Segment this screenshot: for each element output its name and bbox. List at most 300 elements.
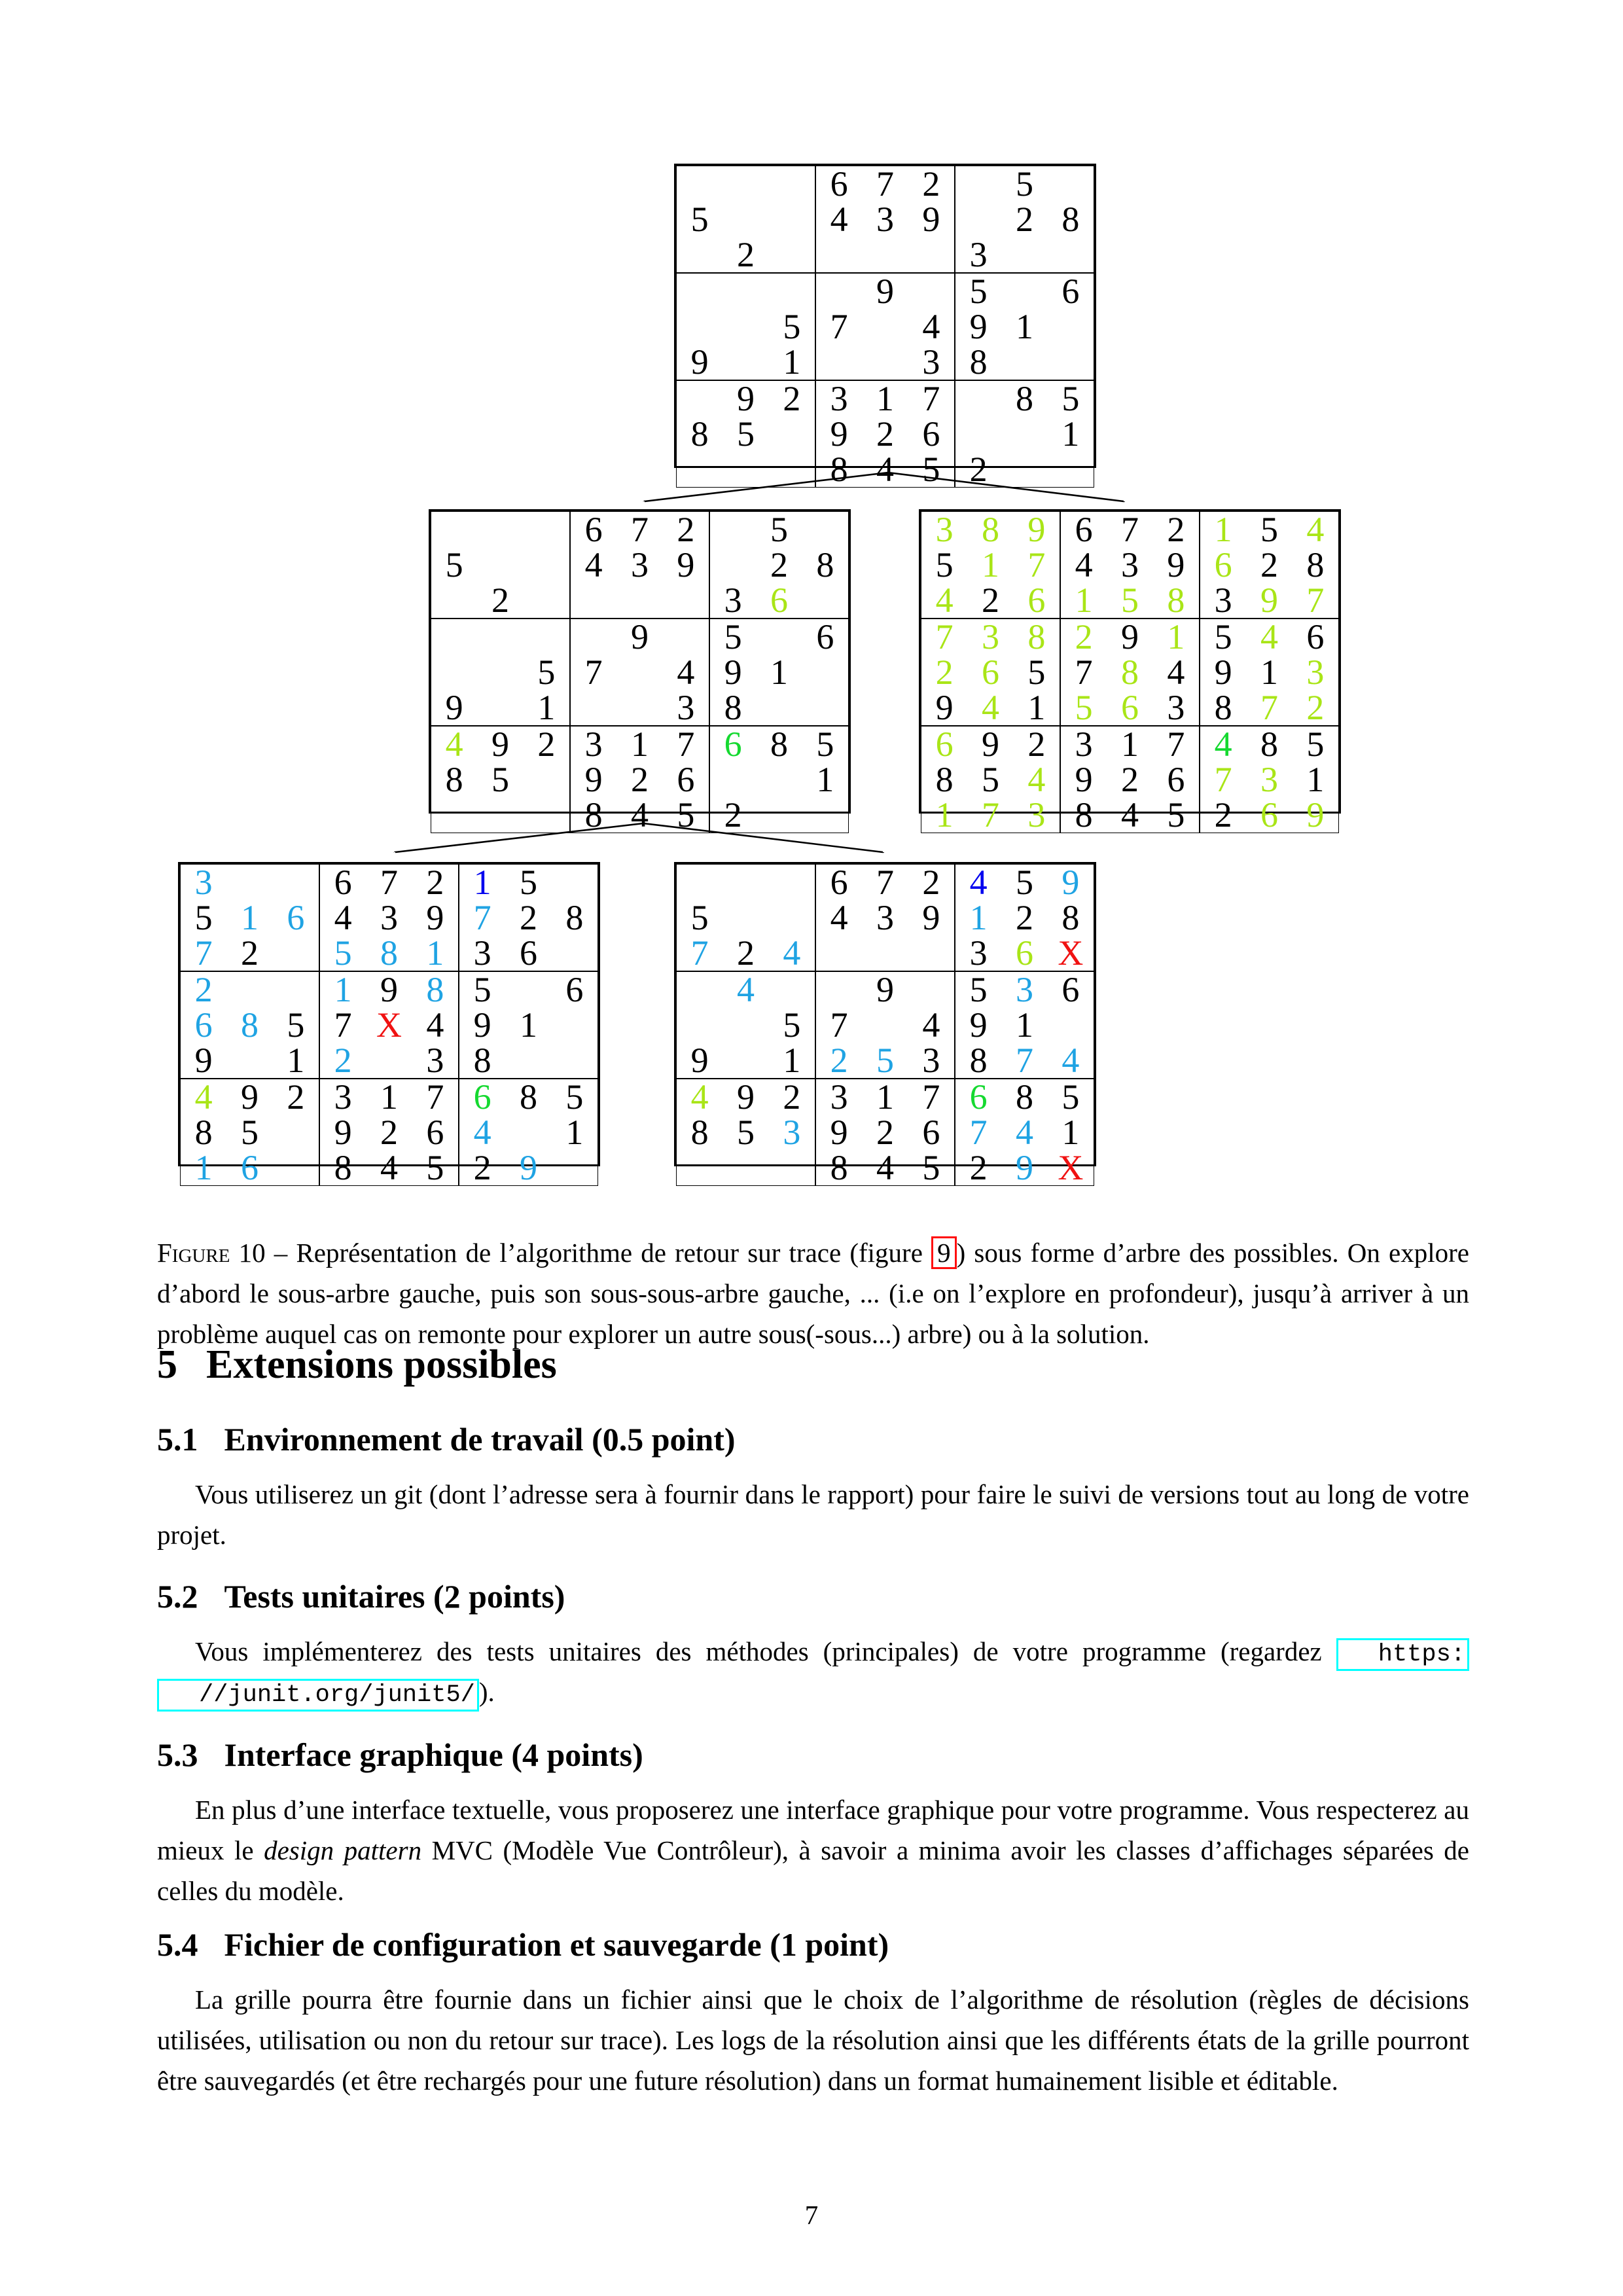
sudoku-cell: 6 [240,1148,259,1187]
sudoku-cell-empty [756,690,802,725]
sudoku-cell: 4 [1015,1113,1033,1152]
sudoku-cell: 9 [690,342,709,382]
sudoku-cell: 8 [1015,379,1033,418]
sudoku-cell: 8 [935,760,954,799]
sudoku-cell: 9 [426,898,444,937]
sudoku-cell-empty [477,512,523,547]
sudoku-cell: 1 [537,688,556,727]
sudoku-cell-empty [571,619,616,655]
sudoku-cell: 9 [981,725,999,764]
sudoku-cell: 4 [690,1077,709,1117]
sudoku-cell: 7 [1167,725,1185,764]
sudoku-box [570,511,709,619]
sudoku-cell: 3 [830,1077,848,1117]
sudoku-cell: 5 [537,653,556,692]
sudoku-cell: 8 [724,688,742,727]
section-5-3-title: Interface graphique (4 points) [224,1736,643,1773]
sudoku-cell-empty [955,202,1001,237]
sudoku-cell: 7 [922,379,940,418]
figure-9-reference-link[interactable]: 9 [931,1236,957,1269]
sudoku-cell: 3 [922,342,940,382]
junit-url-link-part1[interactable]: https: [1336,1638,1469,1671]
design-pattern-italic: design pattern [264,1835,422,1865]
sudoku-cell: 1 [876,379,894,418]
sudoku-cell-empty [802,655,848,690]
sudoku-cell: 3 [473,933,491,973]
section-5-4-heading [157,1926,1469,1964]
sudoku-cell-empty [710,512,756,547]
sudoku-cell: 7 [584,653,603,692]
sudoku-cell-empty [677,1007,722,1043]
sudoku-cell: 6 [1075,510,1093,549]
sudoku-box [676,380,815,488]
sudoku-cell-empty [955,166,1001,202]
section-5-3-text-before: En plus d’une interface textuelle, vous proposerez une interface graphique pour votre programme. Vous respecterez au mieux le [157,1795,1469,1865]
sudoku-cell: 5 [1260,510,1278,549]
sudoku-cell: 2 [935,653,954,692]
sudoku-cell-empty [955,416,1001,452]
sudoku-cell-empty [677,865,722,900]
sudoku-cell: 9 [876,272,894,311]
sudoku-cell-empty [862,309,908,344]
sudoku-cell-empty [677,274,722,309]
sudoku-cell: 5 [445,545,463,584]
sudoku-cell-empty [477,655,523,690]
sudoku-cell-empty [477,797,523,833]
sudoku-cell: 2 [194,970,213,1009]
sudoku-cell: 3 [783,1113,801,1152]
sudoku-cell-empty [273,1115,319,1150]
sudoku-cell: 9 [677,545,695,584]
sudoku-cell: 5 [935,545,954,584]
sudoku-cell: 8 [240,1005,259,1045]
sudoku-cell-empty [552,1150,597,1185]
sudoku-box [676,166,815,273]
sudoku-box [459,1079,598,1186]
sudoku-cell: 5 [1167,795,1185,834]
section-5-1-title: Environnement de travail (0.5 point) [224,1421,736,1458]
sudoku-cell: 9 [1167,545,1185,584]
sudoku-cell: 8 [830,450,848,489]
sudoku-cell: 7 [830,1005,848,1045]
sudoku-cell: 3 [1167,688,1185,727]
sudoku-cell: 2 [1075,617,1093,656]
sudoku-cell: 1 [1167,617,1185,656]
sudoku-cell-empty [1001,237,1047,272]
sudoku-cell: 6 [1306,617,1325,656]
sudoku-cell: 3 [876,200,894,239]
sudoku-cell: 6 [830,863,848,902]
sudoku-cell-empty [1048,237,1094,272]
sudoku-cell-empty [524,547,569,583]
sudoku-cell: 4 [445,725,463,764]
sudoku-cell: 5 [724,617,742,656]
sudoku-cell: 6 [194,1005,213,1045]
sudoku-cell: 4 [969,863,988,902]
sudoku-cell-empty [862,237,908,272]
sudoku-cell: 9 [935,688,954,727]
sudoku-cell-empty [908,972,954,1007]
sudoku-cell: 2 [1214,795,1232,834]
sudoku-box [921,726,1060,833]
sudoku-cell: 5 [1214,617,1232,656]
sudoku-cell: 1 [287,1041,305,1080]
sudoku-cell: 9 [876,970,894,1009]
sudoku-cell-empty [663,619,709,655]
sudoku-cell: 3 [935,510,954,549]
sudoku-cell: 6 [816,617,834,656]
sudoku-cell: 2 [1260,545,1278,584]
sudoku-cell-empty [816,237,862,272]
sudoku-cell: 6 [426,1113,444,1152]
sudoku-cell: 4 [830,200,848,239]
sudoku-cell: 8 [690,414,709,454]
sudoku-cell-empty [908,274,954,309]
sudoku-cell: 3 [969,933,988,973]
sudoku-box [955,971,1094,1079]
sudoku-cell: 2 [770,545,788,584]
sudoku-cell-empty [273,865,319,900]
sudoku-cell-empty [1001,416,1047,452]
sudoku-cell-empty [431,797,477,833]
sudoku-cell: 7 [1260,688,1278,727]
sudoku-cell: 6 [1015,933,1033,973]
sudoku-cell-empty [816,344,862,380]
sudoku-cell: 7 [830,307,848,346]
section-5-heading [157,1342,1469,1388]
sudoku-cell: 7 [677,725,695,764]
sudoku-cell: 5 [981,760,999,799]
sudoku-box [676,1079,815,1186]
sudoku-grid-mid-left [429,509,851,834]
sudoku-cell: 8 [445,760,463,799]
sudoku-cell: 3 [194,863,213,902]
sudoku-cell: 2 [630,760,649,799]
section-5-1-number: 5.1 [157,1421,198,1458]
sudoku-cell: 8 [770,725,788,764]
sudoku-box [815,380,955,488]
sudoku-cell-empty [677,166,722,202]
sudoku-cell: 1 [981,545,999,584]
sudoku-cell: 2 [1027,725,1046,764]
sudoku-box [815,864,955,971]
sudoku-cell: 5 [677,795,695,834]
sudoku-cell-empty [722,865,768,900]
sudoku-cell: 5 [1075,688,1093,727]
sudoku-cell-empty [477,547,523,583]
sudoku-cell: 6 [1214,545,1232,584]
sudoku-cell: 2 [830,1041,848,1080]
sudoku-box [955,273,1094,380]
sudoku-cell: 8 [816,545,834,584]
sudoku-box [955,166,1094,273]
sudoku-cell-empty [431,619,477,655]
sudoku-cell: 3 [830,379,848,418]
sudoku-cell-empty [571,690,616,725]
sudoku-cell: 6 [922,1113,940,1152]
sudoku-grid-bottom-right [674,862,1096,1187]
sudoku-box [319,864,459,971]
section-5-2-number: 5.2 [157,1578,198,1615]
sudoku-cell: 7 [426,1077,444,1117]
section-5-2-heading [157,1577,1469,1615]
sudoku-cell: 9 [724,653,742,692]
sudoku-box [709,726,849,833]
sudoku-box [180,864,319,971]
sudoku-cell: 1 [519,1005,537,1045]
sudoku-cell: 6 [473,1077,491,1117]
sudoku-cell: 4 [473,1113,491,1152]
sudoku-cell-empty [802,583,848,618]
sudoku-cell: 3 [677,688,695,727]
sudoku-cell: 1 [816,760,834,799]
sudoku-cell: 2 [876,1113,894,1152]
section-5-2-text-before: Vous implémenterez des tests unitaires des méthodes (principales) de votre programme (regardez [195,1636,1336,1666]
section-5-2-title: Tests unitaires (2 points) [224,1578,565,1615]
sudoku-cell: 5 [334,933,352,973]
sudoku-grid-bottom-left [178,862,600,1187]
sudoku-cell: 1 [1015,307,1033,346]
sudoku-cell: 4 [876,1148,894,1187]
section-5-1-heading [157,1420,1469,1458]
sudoku-cell-empty [722,1150,768,1185]
sudoku-cell: 1 [194,1148,213,1187]
sudoku-cell: 5 [969,272,988,311]
sudoku-grid-root [674,164,1096,489]
sudoku-cell: 3 [380,898,398,937]
sudoku-box [459,971,598,1079]
sudoku-cell: 6 [565,970,584,1009]
sudoku-cell: 1 [380,1077,398,1117]
sudoku-cell: 7 [981,795,999,834]
sudoku-cell: 9 [736,1077,755,1117]
sudoku-cell: 5 [240,1113,259,1152]
sudoku-cell: 5 [1015,164,1033,204]
sudoku-cell-empty [802,512,848,547]
sudoku-cell: 3 [334,1077,352,1117]
sudoku-cell: 9 [922,200,940,239]
sudoku-cell-empty [524,797,569,833]
sudoku-cell: 4 [922,1005,940,1045]
sudoku-cell: 5 [519,863,537,902]
sudoku-box [180,971,319,1079]
sudoku-cell: 2 [334,1041,352,1080]
sudoku-cell: 6 [981,653,999,692]
sudoku-cell-empty [710,547,756,583]
sudoku-cell-empty [769,166,815,202]
figure-caption-text-before: Représentation de l’algorithme de retour sur trace (figure [296,1238,932,1268]
sudoku-cell: 2 [969,1148,988,1187]
sudoku-cell: 4 [194,1077,213,1117]
sudoku-cell: 3 [724,581,742,620]
sudoku-box [1060,726,1200,833]
sudoku-cell: 7 [922,1077,940,1117]
sudoku-cell: 2 [519,898,537,937]
sudoku-cell-empty [816,972,862,1007]
sudoku-cell-empty [1048,166,1094,202]
sudoku-cell: 9 [690,1041,709,1080]
sudoku-box [676,273,815,380]
sudoku-cell: 1 [783,1041,801,1080]
sudoku-cell: 4 [584,545,603,584]
sudoku-cell: 4 [426,1005,444,1045]
sudoku-box [709,511,849,619]
sudoku-cell: 4 [736,970,755,1009]
sudoku-cell-empty [616,690,662,725]
sudoku-cell-empty [908,237,954,272]
sudoku-cell-empty [571,583,616,618]
sudoku-cell: 7 [1075,653,1093,692]
sudoku-cell-empty [722,166,768,202]
sudoku-cell-empty [862,344,908,380]
sudoku-cell: 1 [876,1077,894,1117]
sudoku-cell-empty [802,690,848,725]
sudoku-cell: 4 [783,933,801,973]
sudoku-cell: 6 [922,414,940,454]
sudoku-cell-empty [273,1150,319,1185]
sudoku-cell: 5 [426,1148,444,1187]
sudoku-cell: 9 [922,898,940,937]
sudoku-cell-empty [1001,274,1047,309]
sudoku-cell: 2 [491,581,509,620]
sudoku-cell: 9 [1061,863,1080,902]
sudoku-cell: 1 [1015,1005,1033,1045]
sudoku-cell-empty [677,1150,722,1185]
sudoku-cell: 5 [473,970,491,1009]
sudoku-cell: 6 [969,1077,988,1117]
sudoku-cell: 2 [240,933,259,973]
sudoku-box [709,619,849,726]
section-5-3-number: 5.3 [157,1736,198,1773]
sudoku-cell: 3 [1120,545,1139,584]
sudoku-cell: 5 [922,1148,940,1187]
sudoku-cell: 9 [1120,617,1139,656]
sudoku-cell: 9 [519,1148,537,1187]
sudoku-cell: 5 [816,725,834,764]
sudoku-cell: 1 [1075,581,1093,620]
section-5-1-paragraph: Vous utiliserez un git (dont l’adresse sera à fournir dans le rapport) pour faire le suivi de versions tout au long de votre projet. [157,1479,1469,1550]
section-5-2-paragraph [157,1631,1469,1712]
section-5-3-text-after: MVC (Modèle Vue Contrôleur), à savoir a minima avoir les classes d’affichages séparées de celles du modèle. [157,1835,1469,1906]
sudoku-cell: 9 [736,379,755,418]
sudoku-cell: 6 [1061,970,1080,1009]
sudoku-cell: 1 [630,725,649,764]
sudoku-box [921,619,1060,726]
sudoku-cell: 9 [630,617,649,656]
sudoku-box [431,619,570,726]
sudoku-cell-empty [552,1007,597,1043]
sudoku-cell: 8 [473,1041,491,1080]
sudoku-box [815,166,955,273]
sudoku-cell-empty [431,583,477,618]
sudoku-box [1200,726,1339,833]
sudoku-cell: 1 [1120,725,1139,764]
sudoku-cell: 7 [473,898,491,937]
sudoku-cell-empty [769,237,815,272]
sudoku-cell: 4 [1167,653,1185,692]
sudoku-cell: 6 [334,863,352,902]
sudoku-cell: 3 [1260,760,1278,799]
sudoku-cell: 6 [1120,688,1139,727]
sudoku-cell: 6 [584,510,603,549]
sudoku-cell: 5 [1120,581,1139,620]
sudoku-cell: 1 [334,970,352,1009]
sudoku-cell-empty [1001,452,1047,487]
sudoku-cell: 1 [473,863,491,902]
sudoku-cell: 6 [1167,760,1185,799]
sudoku-cell: 2 [1120,760,1139,799]
sudoku-cell-contradiction: X [1058,1148,1084,1187]
sudoku-cell: 2 [736,235,755,274]
sudoku-cell: 7 [380,863,398,902]
sudoku-cell: 1 [1061,1113,1080,1152]
sudoku-cell: 8 [1027,617,1046,656]
sudoku-cell-empty [663,583,709,618]
sudoku-cell: 9 [1027,510,1046,549]
sudoku-cell: 2 [1015,200,1033,239]
sudoku-cell: 7 [1120,510,1139,549]
sudoku-cell-empty [226,1043,272,1078]
sudoku-cell: 9 [491,725,509,764]
sudoku-cell-empty [226,972,272,1007]
sudoku-cell: 1 [1306,760,1325,799]
sudoku-cell-empty [431,655,477,690]
sudoku-cell: 9 [1260,581,1278,620]
sudoku-cell: 5 [1015,863,1033,902]
sudoku-cell-empty [677,309,722,344]
sudoku-box [815,273,955,380]
sudoku-cell-empty [769,900,815,935]
sudoku-cell-empty [769,865,815,900]
sudoku-cell-empty [226,865,272,900]
sudoku-cell: 7 [876,164,894,204]
sudoku-cell: 9 [445,688,463,727]
sudoku-cell: 3 [584,725,603,764]
sudoku-cell: 2 [287,1077,305,1117]
sudoku-cell: 2 [922,164,940,204]
sudoku-cell: 6 [519,933,537,973]
sudoku-cell: 7 [690,933,709,973]
sudoku-cell: 8 [565,898,584,937]
sudoku-cell: 7 [630,510,649,549]
sudoku-cell-empty [722,309,768,344]
sudoku-cell: 8 [1214,688,1232,727]
sudoku-cell: 4 [1061,1041,1080,1080]
sudoku-cell: 5 [783,1005,801,1045]
sudoku-cell: 4 [1120,795,1139,834]
sudoku-cell: 4 [677,653,695,692]
sudoku-cell: 8 [969,342,988,382]
sudoku-cell: 9 [830,1113,848,1152]
sudoku-cell: 2 [537,725,556,764]
sudoku-cell: 2 [677,510,695,549]
sudoku-cell: 8 [1167,581,1185,620]
section-5-2-text-after: ). [478,1677,495,1707]
sudoku-cell-empty [756,797,802,833]
sudoku-cell-empty [505,1115,551,1150]
sudoku-cell: 1 [935,795,954,834]
sudoku-cell-empty [816,274,862,309]
sudoku-cell: 5 [736,1113,755,1152]
sudoku-cell: 3 [630,545,649,584]
sudoku-cell: 6 [287,898,305,937]
sudoku-cell: 5 [1027,653,1046,692]
sudoku-cell: 1 [1214,510,1232,549]
junit-url-link-part2[interactable]: //junit.org/junit5/ [157,1679,479,1712]
sudoku-cell: 1 [565,1113,584,1152]
sudoku-cell: 5 [1306,725,1325,764]
sudoku-cell: 4 [981,688,999,727]
